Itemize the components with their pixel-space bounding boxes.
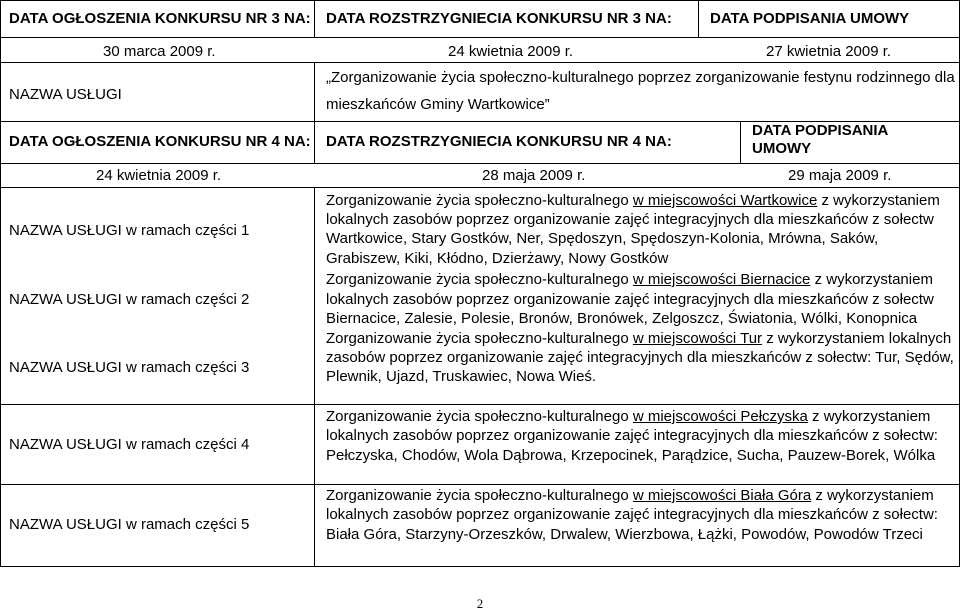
header-signing-line: UMOWY [752,140,812,157]
part-description-line [326,269,933,291]
locality-name: w miejscowości Wartkowice [632,192,818,209]
table-border [698,0,699,38]
part-description-line: lokalnych zasobów poprzez organizowanie zajęć integracyjnych dla mieszkańców z sołectw [326,291,934,308]
table-border [0,187,960,188]
locality-name: w miejscowości Biała Góra [632,487,812,504]
header-resolution-date-3: DATA ROZSTRZYGNIECIA KONKURSU NR 3 NA: [326,10,672,27]
service-description-line: „Zorganizowanie życia społeczno-kulturalnego poprzez zorganizowanie festynu rodzinnego dla [326,69,955,86]
table-border [0,37,960,38]
part-label: NAZWA USŁUGI w ramach części 5 [9,516,250,533]
table-border [314,0,315,38]
description-text: z wykorzystaniem [817,192,940,209]
header-signing-date-4 [752,122,888,158]
part-description-line: Biernacice, Zalesie, Polesie, Bronów, Bronówek, Zelgoszcz, Światonia, Wólki, Konopnica [326,310,918,327]
date-announcement-4: 24 kwietnia 2009 r. [96,167,222,184]
part-description-line: zasobów poprzez organizowanie zajęć integracyjnych dla mieszkańców z sołectw: Tur, Sędów, [326,349,954,366]
header-signing-date-3: DATA PODPISANIA UMOWY [710,10,910,27]
description-text: Zorganizowanie życia społeczno-kulturalnego [326,408,633,425]
part-label: NAZWA USŁUGI w ramach części 4 [9,436,250,453]
locality-name: w miejscowości Pełczyska [632,408,808,425]
part-description-line: Pełczyska, Chodów, Wola Dąbrowa, Krzepocinek, Parądzice, Sucha, Pauzew-Borek, Wólka [326,447,936,464]
part-description-line: lokalnych zasobów poprzez organizowanie zajęć integracyjnych dla mieszkańców z sołectw [326,211,934,228]
description-text: z wykorzystaniem [810,271,933,288]
date-resolution-4: 28 maja 2009 r. [482,167,586,184]
description-text: Zorganizowanie życia społeczno-kulturalnego [326,192,633,209]
part-description-line: Wartkowice, Stary Gostków, Ner, Spędoszyn, Spędoszyn-Kolonia, Mrówna, Saków, [326,230,879,247]
header-signing-line: DATA PODPISANIA [752,122,889,139]
part-description-line: Plewnik, Ujazd, Truskawiec, Nowa Wieś. [326,368,597,385]
locality-name: w miejscowości Biernacice [632,271,811,288]
part-description-line: lokalnych zasobów poprzez organizowanie zajęć integracyjnych dla mieszkańców z sołectw: [326,506,938,523]
part-description-line: lokalnych zasobów poprzez organizowanie zajęć integracyjnych dla mieszkańców z sołectw: [326,427,938,444]
description-text: Zorganizowanie życia społeczno-kulturalnego [326,330,633,347]
table-border [314,62,315,164]
part-label: NAZWA USŁUGI w ramach części 3 [9,359,250,376]
header-announcement-date-4: DATA OGŁOSZENIA KONKURSU NR 4 NA: [9,133,311,150]
date-signing-3: 27 kwietnia 2009 r. [766,43,892,60]
part-label: NAZWA USŁUGI w ramach części 2 [9,291,250,308]
table-border [0,566,960,567]
table-border [740,121,741,164]
locality-name: w miejscowości Tur [632,330,763,347]
description-text: z wykorzystaniem [807,408,931,425]
description-text: Zorganizowanie życia społeczno-kulturalnego [326,487,633,504]
service-label: NAZWA USŁUGI [9,86,122,103]
part-description-line: Grabiszew, Kiki, Kłódno, Dzierżawy, Nowy Gostków [326,250,669,267]
description-text: z wykorzystaniem lokalnych [762,330,952,347]
table-border [314,187,315,567]
table-border [0,0,1,567]
service-description-line: mieszkańców Gminy Wartkowice” [326,96,550,113]
date-resolution-3: 24 kwietnia 2009 r. [448,43,574,60]
description-text: z wykorzystaniem [811,487,934,504]
table-border [0,0,960,1]
part-label: NAZWA USŁUGI w ramach części 1 [9,222,250,239]
header-announcement-date-3: DATA OGŁOSZENIA KONKURSU NR 3 NA: [9,10,311,27]
page-number: 2 [476,596,484,611]
date-announcement-3: 30 marca 2009 r. [103,43,216,60]
description-text: Zorganizowanie życia społeczno-kulturalnego [326,271,633,288]
table-border [0,404,960,405]
part-description-line: Biała Góra, Starzyny-Orzeszków, Drwalew, Wierzbowa, Łążki, Powodów, Powodów Trzeci [326,526,923,543]
header-resolution-date-4: DATA ROZSTRZYGNIECIA KONKURSU NR 4 NA: [326,133,672,150]
table-border [0,163,960,164]
date-signing-4: 29 maja 2009 r. [788,167,892,184]
